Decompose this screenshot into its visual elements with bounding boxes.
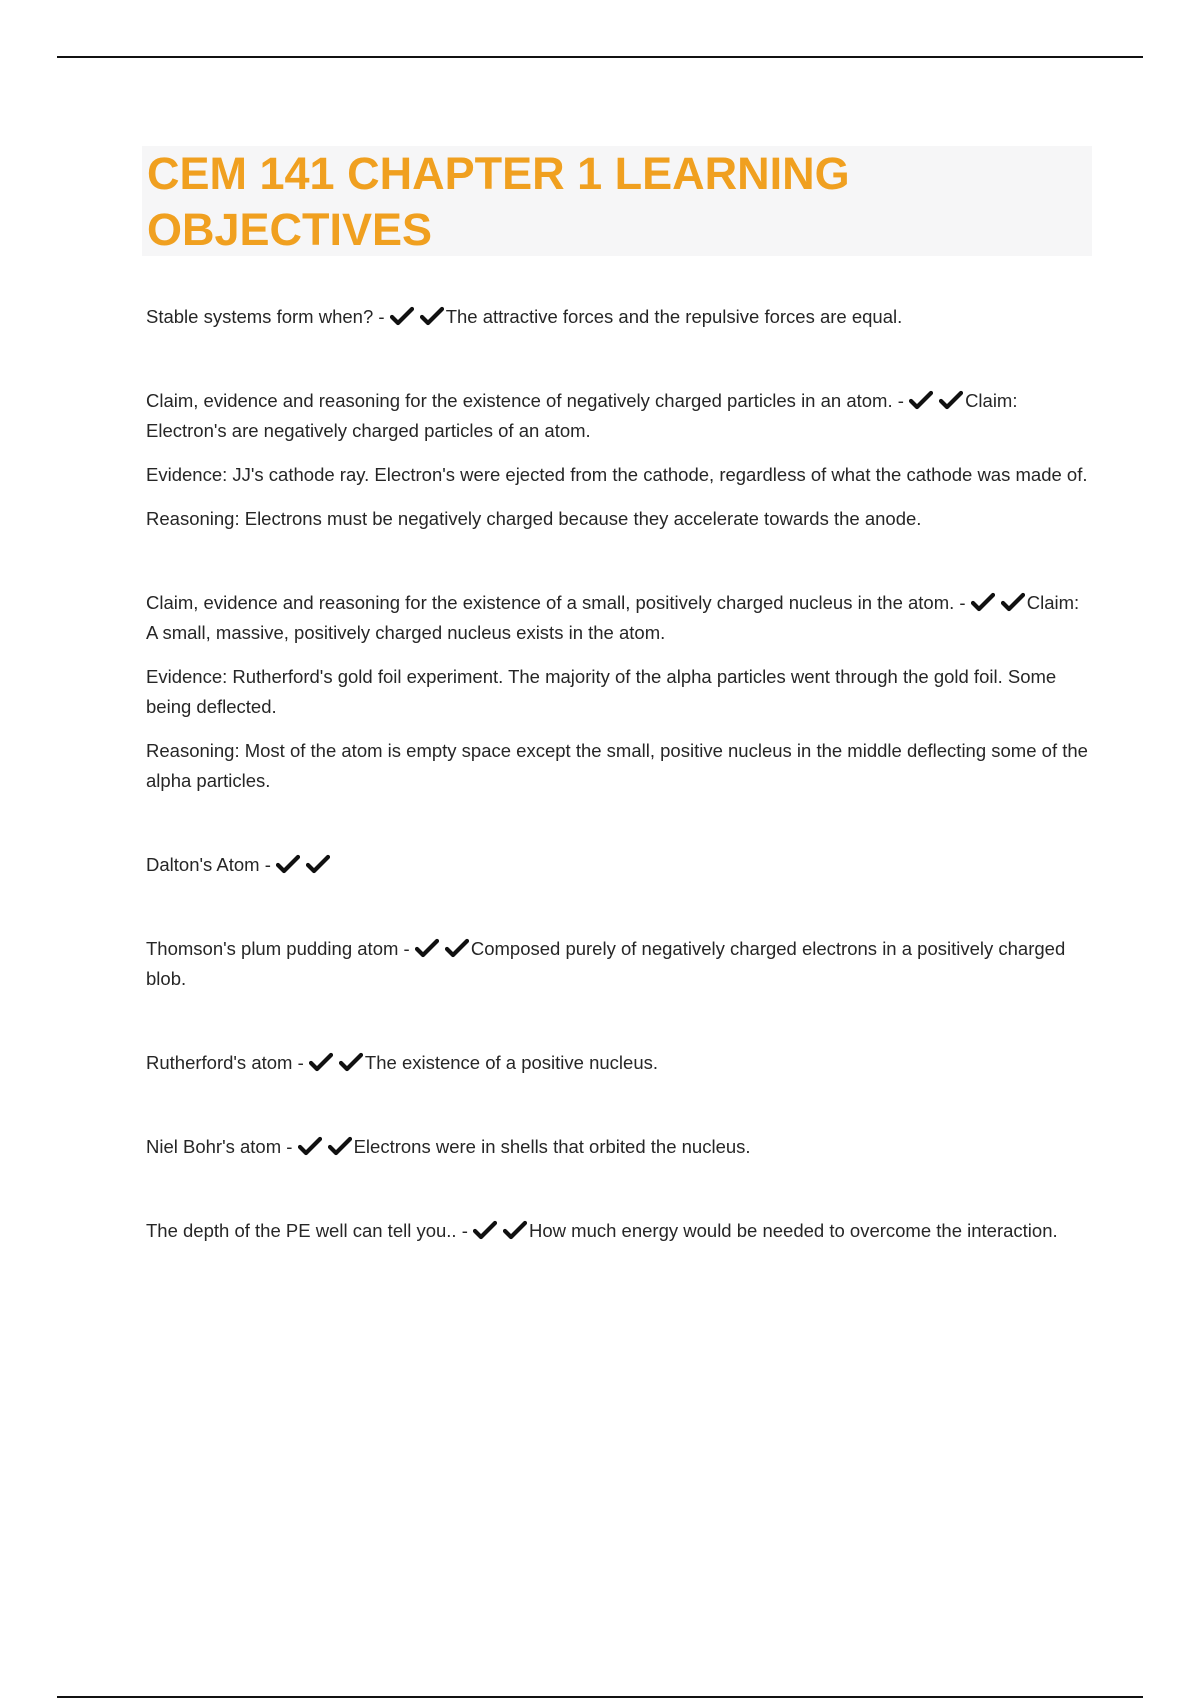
separator: - — [461, 1220, 468, 1241]
check-icon — [503, 1220, 529, 1240]
separator: - — [297, 1052, 304, 1073]
qa-line — [146, 850, 1091, 880]
check-icon — [971, 592, 997, 612]
qa-line — [146, 386, 1091, 446]
check-icon — [445, 938, 471, 958]
answer-text: The existence of a positive nucleus. — [364, 1052, 659, 1073]
check-icon — [909, 390, 935, 410]
answer-detail: Evidence: Rutherford's gold foil experiment. The majority of the alpha particles went through the gold foil. Some being deflected. — [146, 666, 1057, 717]
title-box — [142, 146, 1092, 256]
bottom-rule — [57, 1696, 1143, 1698]
top-rule — [57, 56, 1143, 58]
answer-text: Electrons were in shells that orbited the nucleus. — [353, 1136, 751, 1157]
check-icon — [420, 306, 446, 326]
check-icon — [339, 1052, 365, 1072]
qa-list — [146, 302, 1091, 1300]
answer-text: The attractive forces and the repulsive forces are equal. — [445, 306, 903, 327]
qa-item — [146, 588, 1091, 796]
qa-item — [146, 1048, 1091, 1078]
answer-text: Claim: Electron's are negatively charged particles of an atom. — [146, 390, 1018, 441]
separator: - — [897, 390, 904, 411]
qa-line — [146, 302, 1091, 332]
check-icon — [298, 1136, 324, 1156]
qa-item — [146, 1132, 1091, 1162]
qa-line — [146, 1132, 1091, 1162]
qa-item — [146, 850, 1091, 880]
question-text: Claim, evidence and reasoning for the existence of a small, positively charged nucleus in the atom. — [146, 592, 955, 613]
qa-item — [146, 302, 1091, 332]
qa-line — [146, 1048, 1091, 1078]
question-text: Claim, evidence and reasoning for the existence of negatively charged particles in an atom. — [146, 390, 893, 411]
answer-detail: Reasoning: Electrons must be negatively charged because they accelerate towards the anode. — [146, 508, 922, 529]
answer-text: Claim: A small, massive, positively charged nucleus exists in the atom. — [146, 592, 1080, 643]
question-text: Niel Bohr's atom — [146, 1136, 282, 1157]
check-icon — [309, 1052, 335, 1072]
separator: - — [403, 938, 410, 959]
check-icon — [415, 938, 441, 958]
qa-line — [146, 934, 1091, 994]
check-icon — [276, 854, 302, 874]
answer-text: How much energy would be needed to overcome the interaction. — [529, 1220, 1058, 1241]
separator: - — [286, 1136, 293, 1157]
qa-item — [146, 386, 1091, 534]
answer-detail: Reasoning: Most of the atom is empty space except the small, positive nucleus in the middle deflecting some of the alpha particles. — [146, 740, 1088, 791]
qa-line — [146, 588, 1091, 648]
check-icon — [306, 854, 332, 874]
answer-text: Composed purely of negatively charged electrons in a positively charged blob. — [146, 938, 1066, 989]
qa-line — [146, 1216, 1091, 1246]
qa-item — [146, 934, 1091, 994]
qa-item — [146, 1216, 1091, 1246]
separator: - — [959, 592, 966, 613]
question-text: Thomson's plum pudding atom — [146, 938, 399, 959]
check-icon — [328, 1136, 354, 1156]
question-text: Dalton's Atom — [146, 854, 260, 875]
check-icon — [473, 1220, 499, 1240]
question-text: The depth of the PE well can tell you.. — [146, 1220, 457, 1241]
separator: - — [378, 306, 385, 327]
question-text: Stable systems form when? — [146, 306, 374, 327]
question-text: Rutherford's atom — [146, 1052, 293, 1073]
separator: - — [264, 854, 271, 875]
check-icon — [390, 306, 416, 326]
check-icon — [939, 390, 965, 410]
check-icon — [1001, 592, 1027, 612]
page-title: CEM 141 CHAPTER 1 LEARNING OBJECTIVES — [147, 148, 850, 255]
answer-detail: Evidence: JJ's cathode ray. Electron's were ejected from the cathode, regardless of what the cathode was made of. — [146, 464, 1088, 485]
